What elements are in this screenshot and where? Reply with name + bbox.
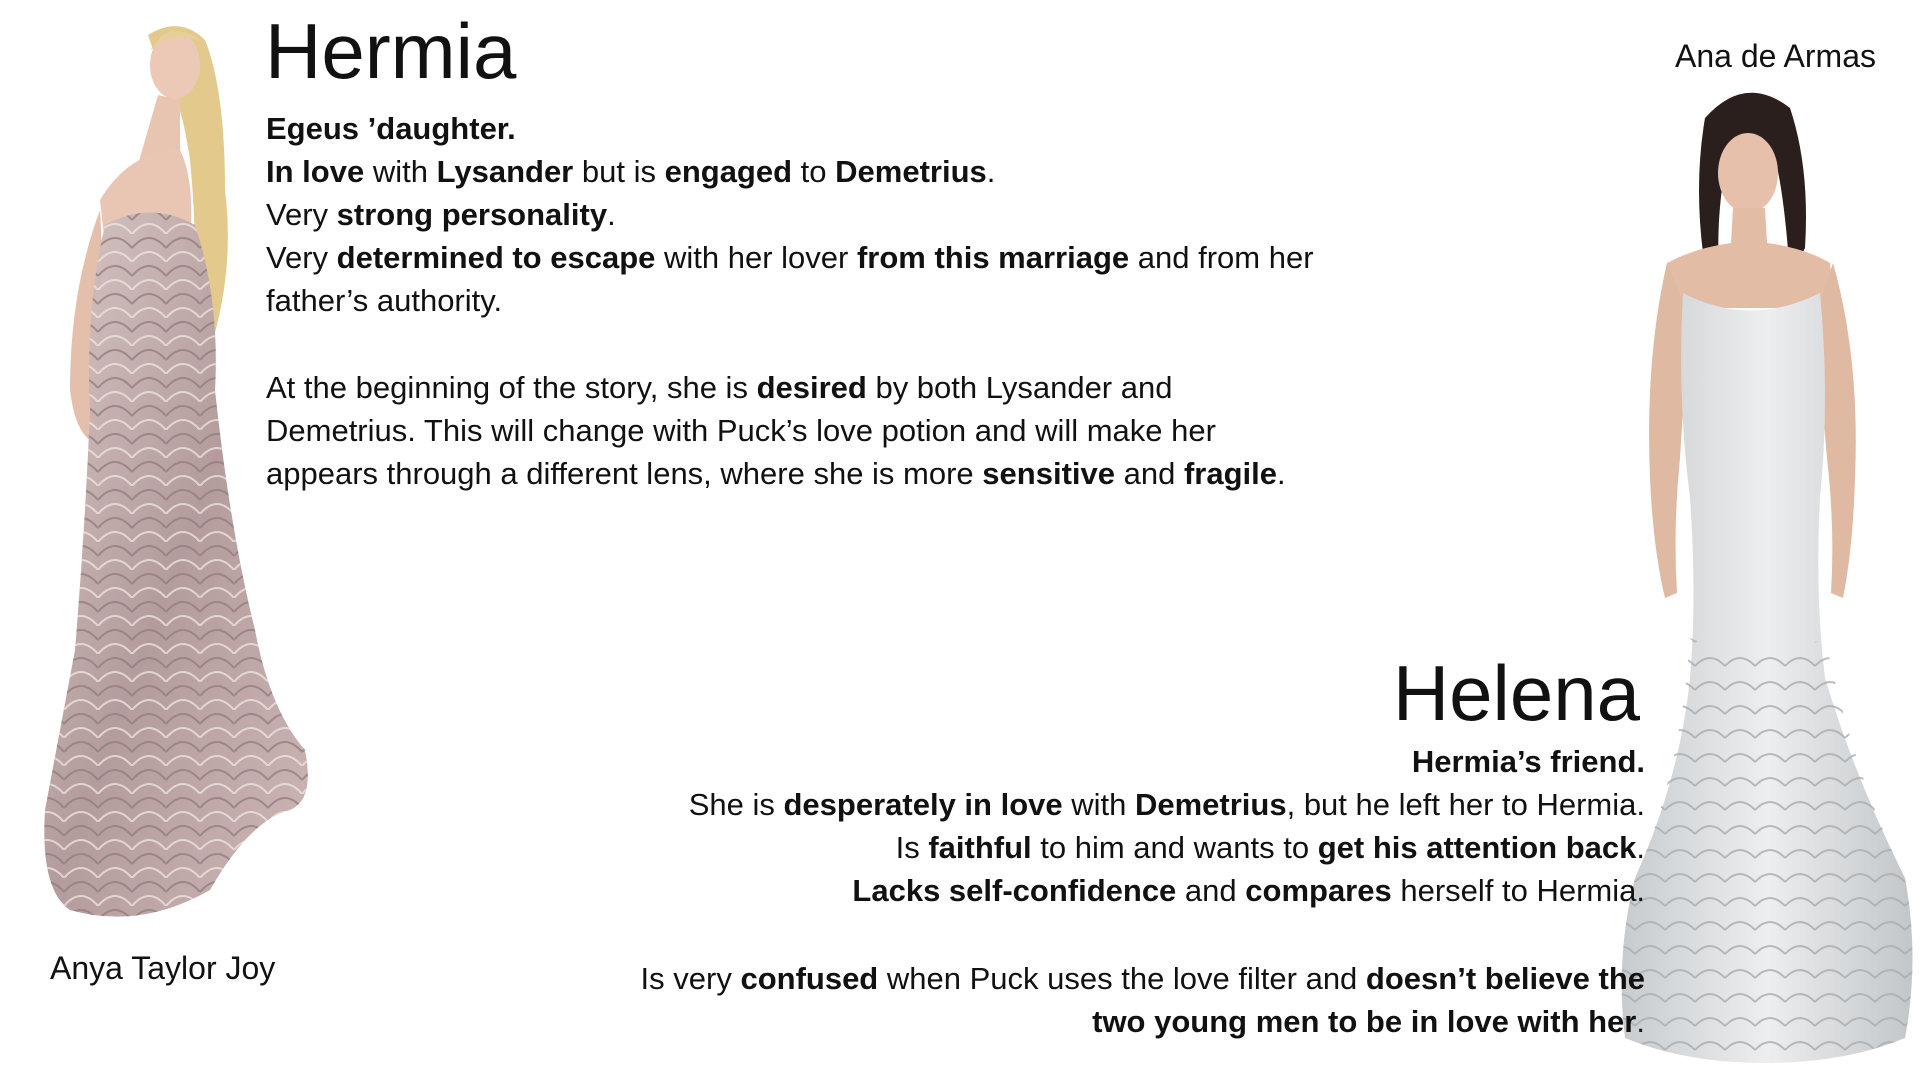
bold-text: Egeus ’daughter.: [266, 111, 516, 146]
text-line: [266, 366, 1446, 409]
text-line: [465, 740, 1645, 783]
bold-text: Hermia’s friend.: [1411, 744, 1645, 779]
text-run: .: [1636, 830, 1645, 865]
text-run: .: [1636, 1004, 1645, 1039]
bold-text: In love: [266, 154, 365, 189]
hermia-description: [266, 107, 1446, 322]
bold-text: strong personality: [336, 197, 608, 232]
bold-text: faithful: [928, 830, 1032, 865]
hermia-actress-caption: Anya Taylor Joy: [50, 950, 276, 986]
text-run: Demetrius. This will change with Puck’s love potion and will make her: [266, 413, 1216, 448]
text-run: to: [792, 154, 836, 189]
helena-actress-photo: [1605, 78, 1920, 1068]
hermia-character-change: [266, 366, 1446, 495]
text-run: appears through a different lens, where she is more: [266, 456, 983, 491]
bold-text: two young men to be in love with her: [1092, 1004, 1637, 1039]
text-line: [266, 452, 1446, 495]
bold-text: desired: [756, 370, 867, 405]
bold-text: compares: [1245, 873, 1392, 908]
bold-text: determined to escape: [336, 240, 656, 275]
text-line: [465, 1000, 1645, 1043]
text-line: [266, 236, 1446, 279]
hermia-title: Hermia: [265, 7, 517, 95]
text-run: .: [986, 154, 996, 189]
bold-text: Demetrius: [835, 154, 987, 189]
text-line: [465, 783, 1645, 826]
text-run: At the beginning of the story, she is: [266, 370, 757, 405]
bold-text: Lacks self-confidence: [852, 873, 1177, 908]
text-line: [266, 107, 1446, 150]
text-run: .: [607, 197, 616, 232]
helena-confusion: [465, 957, 1645, 1043]
bold-text: Lysander: [436, 154, 574, 189]
bold-text: get his attention back: [1317, 830, 1637, 865]
bold-text: confused: [740, 961, 879, 996]
text-run: Is very: [640, 961, 741, 996]
text-line: [465, 826, 1645, 869]
text-run: with: [364, 154, 437, 189]
helena-actress-caption: Ana de Armas: [1675, 38, 1876, 74]
helena-title: Helena: [1392, 649, 1640, 737]
bold-text: engaged: [664, 154, 793, 189]
text-run: and: [1115, 456, 1184, 491]
helena-description: [465, 740, 1645, 912]
bold-text: from this marriage: [856, 240, 1130, 275]
text-run: and: [1176, 873, 1246, 908]
text-run: by both Lysander and: [866, 370, 1173, 405]
text-run: with her lover: [655, 240, 857, 275]
text-run: and from her: [1129, 240, 1314, 275]
text-line: [266, 150, 1446, 193]
bold-text: doesn’t believe the: [1365, 961, 1645, 996]
text-line: [266, 409, 1446, 452]
text-run: when Puck uses the love filter and: [878, 961, 1366, 996]
text-run: .: [1276, 456, 1286, 491]
text-run: Very: [266, 240, 337, 275]
text-line: [266, 279, 1446, 322]
bold-text: fragile: [1183, 456, 1277, 491]
text-run: to him and wants to: [1031, 830, 1318, 865]
text-line: [465, 869, 1645, 912]
text-line: [465, 957, 1645, 1000]
text-run: Very: [266, 197, 337, 232]
text-run: Is: [895, 830, 929, 865]
bold-text: Demetrius: [1134, 787, 1287, 822]
text-line: [266, 193, 1446, 236]
bold-text: desperately in love: [783, 787, 1063, 822]
text-run: father’s authority.: [266, 283, 503, 318]
text-run: , but he left her to Hermia.: [1286, 787, 1645, 822]
bold-text: sensitive: [982, 456, 1115, 491]
text-run: She is: [688, 787, 784, 822]
text-run: herself to Hermia.: [1391, 873, 1645, 908]
text-run: but is: [573, 154, 665, 189]
text-run: with: [1062, 787, 1135, 822]
